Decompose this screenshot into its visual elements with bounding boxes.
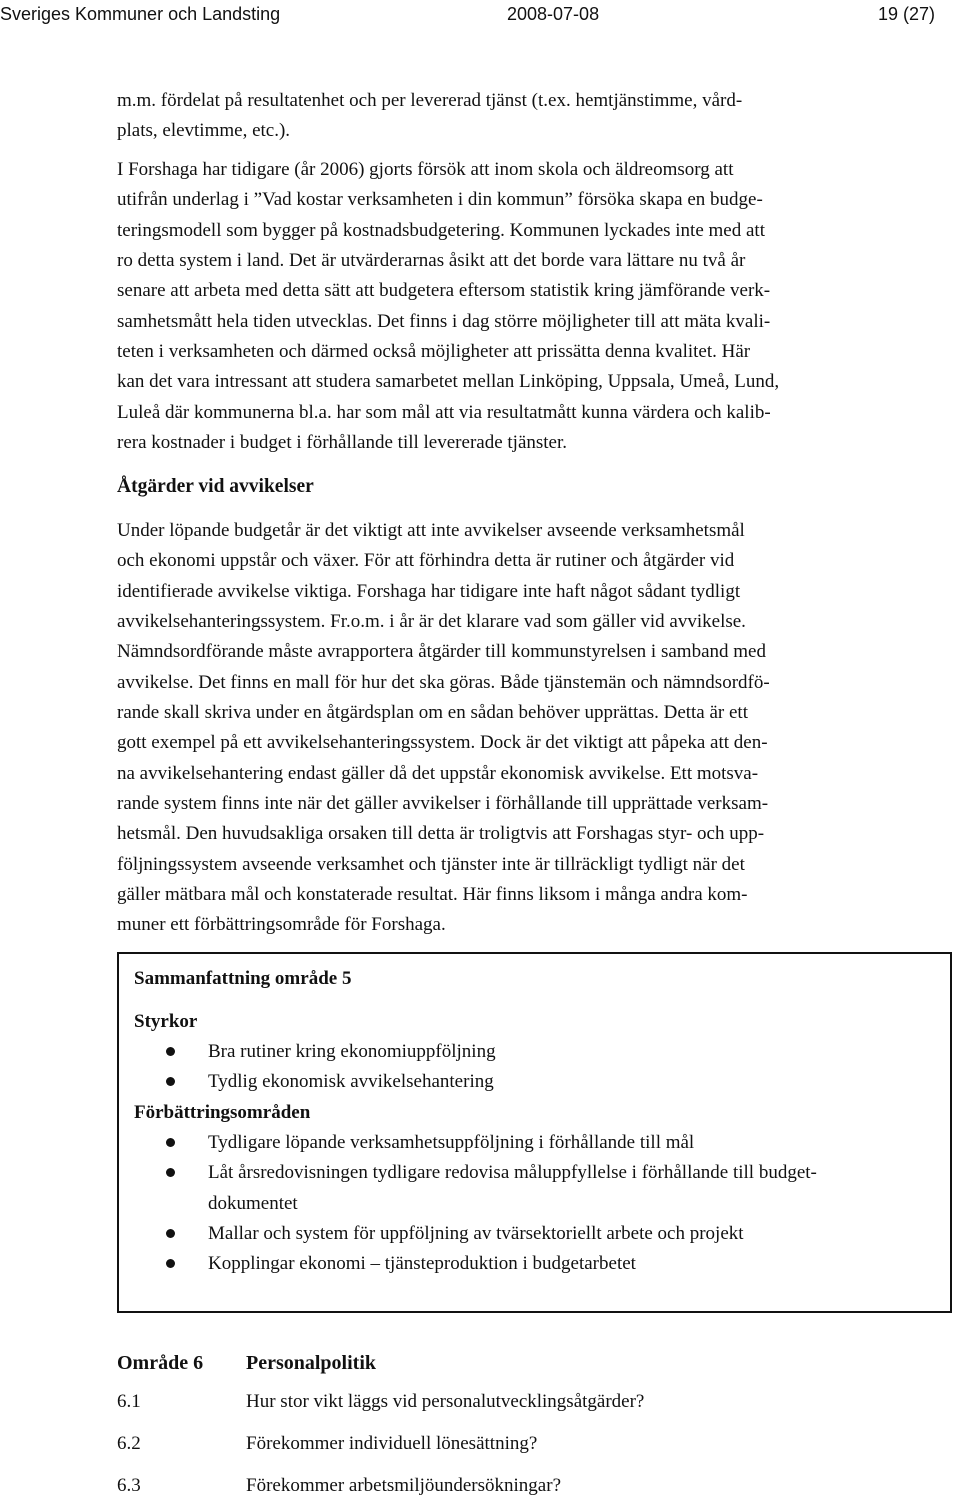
text-line: Under löpande budgetår är det viktigt att inte avvikelser avseende verksamhetsmål <box>117 520 745 541</box>
list-item-text: Låt årsredovisningen tydligare redovisa måluppfyllelse i förhållande till budget- <box>208 1162 817 1184</box>
header-page-number: 19 (27) <box>878 4 936 24</box>
text-line: rande system finns inte när det gäller avvikelser i förhållande till upprättade verksam- <box>117 793 769 815</box>
list-item <box>134 1219 934 1249</box>
bullet-icon <box>166 1138 175 1147</box>
list-item <box>134 1067 934 1097</box>
text-line: m.m. fördelat på resultatenhet och per levererad tjänst (t.ex. hemtjänstimme, vård- <box>117 90 743 111</box>
text-line: hetsmål. Den huvudsakliga orsaken till detta är troligtvis att Forshagas styr- och upp- <box>117 823 765 845</box>
strengths-list <box>134 1037 934 1098</box>
list-item-text: Mallar och system för uppföljning av tvärsektoriellt arbete och projekt <box>208 1222 744 1244</box>
text-line: plats, elevtimme, etc.). <box>117 120 291 142</box>
intro-paragraph <box>117 86 897 147</box>
deviations-paragraph <box>117 516 897 941</box>
forshaga-budgeting-paragraph <box>117 155 897 458</box>
text-line: rera kostnader i budget i förhållande till levererade tjänster. <box>117 432 568 454</box>
text-line: rande skall skriva under en åtgärdsplan om en sådan behöver upprättas. Detta är ett <box>117 702 748 724</box>
text-line: utifrån underlag i ”Vad kostar verksamheten i din kommun” försöka skapa en budge- <box>117 189 763 211</box>
text-line: teten i verksamheten och därmed också möjligheter att prissätta denna kvalitet. Här <box>117 341 751 363</box>
list-item-text: Tydligare löpande verksamhetsuppföljning i förhållande till mål <box>208 1132 695 1153</box>
section-label: Område 6 <box>117 1352 204 1374</box>
text-line: samhetsmått hela tiden utvecklas. Det finns i dag större möjligheter till att mäta kvali- <box>117 310 771 332</box>
text-line: avvikelsehanteringssystem. Fr.o.m. i år är det klarare vad som gäller vid avvikelse. <box>117 611 746 633</box>
list-item <box>134 1158 934 1188</box>
question-number: 6.2 <box>117 1433 141 1454</box>
question-text: Hur stor vikt läggs vid personalutvecklingsåtgärder? <box>246 1391 645 1412</box>
deviations-heading: Åtgärder vid avvikelser <box>117 476 314 497</box>
question-text: Förekommer individuell lönesättning? <box>246 1433 538 1454</box>
list-item <box>134 1249 934 1279</box>
text-line: följningssystem avseende verksamhet och tjänster inte är tillräckligt tydligt när det <box>117 853 745 875</box>
bullet-icon <box>166 1259 175 1268</box>
list-item-text: Tydlig ekonomisk avvikelsehantering <box>208 1071 494 1093</box>
summary-title: Sammanfattning område 5 <box>134 968 352 989</box>
text-line: I Forshaga har tidigare (år 2006) gjorts försök att inom skola och äldreomsorg att <box>117 159 734 180</box>
text-line: teringsmodell som bygger på kostnadsbudgetering. Kommunen lyckades inte med att <box>117 219 765 241</box>
header-date: 2008-07-08 <box>507 4 600 24</box>
text-line: Luleå där kommunerna bl.a. har som mål att via resultatmått kunna värdera och kalib- <box>117 401 771 423</box>
text-line: ro detta system i land. Det är utvärderarnas åsikt att det borde vara lättare nu två år <box>117 250 746 272</box>
bullet-icon <box>166 1077 175 1086</box>
section-title: Personalpolitik <box>246 1352 377 1374</box>
header-organization: Sveriges Kommuner och Landsting <box>0 4 281 24</box>
text-line: och ekonomi uppstår och växer. För att förhindra detta är rutiner och åtgärder vid <box>117 550 735 572</box>
list-item-text: Bra rutiner kring ekonomiuppföljning <box>208 1041 496 1062</box>
text-line: identifierade avvikelse viktiga. Forshaga har tidigare inte haft något sådant tydligt <box>117 580 741 602</box>
question-number: 6.1 <box>117 1391 141 1412</box>
bullet-icon <box>166 1229 175 1238</box>
question-text: Förekommer arbetsmiljöundersökningar? <box>246 1475 562 1496</box>
list-item-text: dokumentet <box>208 1192 298 1214</box>
summary-box <box>117 952 952 1313</box>
text-line: gott exempel på ett avvikelsehanteringssystem. Dock är det viktigt att påpeka att den- <box>117 732 768 754</box>
bullet-icon <box>166 1168 175 1177</box>
text-line: kan det vara intressant att studera samarbetet mellan Linköping, Uppsala, Umeå, Lund, <box>117 371 780 393</box>
list-item-text: Kopplingar ekonomi – tjänsteproduktion i budgetarbetet <box>208 1253 636 1275</box>
text-line: gäller mätbara mål och konstaterade resultat. Här finns liksom i många andra kom- <box>117 884 748 906</box>
list-item <box>134 1037 934 1067</box>
text-line: muner ett förbättringsområde för Forshaga. <box>117 914 446 936</box>
text-line: senare att arbeta med detta sätt att budgetera eftersom statistik kring jämförande verk- <box>117 280 771 302</box>
text-line: na avvikelsehantering endast gäller då det uppstår ekonomisk avvikelse. Ett motsva- <box>117 762 759 784</box>
bullet-icon <box>166 1047 175 1056</box>
improvements-heading: Förbättringsområden <box>134 1102 311 1123</box>
text-line: avvikelse. Det finns en mall för hur det ska göras. Både tjänstemän och nämndsordfö- <box>117 671 770 693</box>
text-line: Nämndsordförande måste avrapportera åtgärder till kommunstyrelsen i samband med <box>117 641 766 663</box>
list-item <box>134 1128 934 1158</box>
strengths-heading: Styrkor <box>134 1011 198 1032</box>
improvements-list <box>134 1128 934 1279</box>
list-item-continuation <box>134 1189 934 1219</box>
page-header <box>0 1 960 27</box>
question-number: 6.3 <box>117 1475 141 1496</box>
